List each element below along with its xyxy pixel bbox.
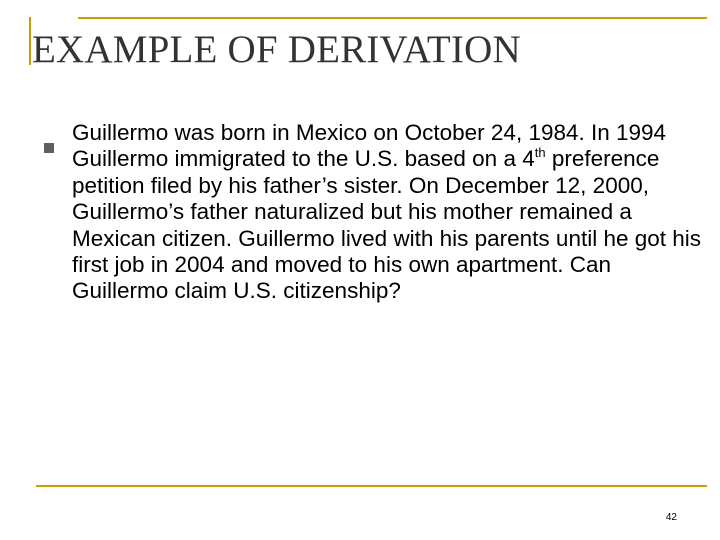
top-frame-rule <box>78 17 707 19</box>
page-number: 42 <box>665 512 677 523</box>
square-bullet-icon <box>44 143 54 153</box>
slide-title: EXAMPLE OF DERIVATION <box>32 28 521 71</box>
bullet-text-part-1: Guillermo was born in Mexico on October 24, 1984. In 1994 Guillermo immigrated to the U.S. based on a 4 <box>72 120 667 172</box>
left-frame-rule <box>29 17 31 65</box>
bottom-frame-rule <box>36 485 707 487</box>
bullet-text-part-2: preference petition filed by his father’s sister. On December 12, 2000, Guillermo’s father naturalized but his mother remained a Mexican citizen. Guillermo lived with his parents until he got his first job in 2004 and moved to his own apartment. Can Guillermo claim U.S. citizenship? <box>72 146 702 304</box>
ordinal-superscript: th <box>534 145 546 161</box>
bullet-text <box>72 120 712 305</box>
